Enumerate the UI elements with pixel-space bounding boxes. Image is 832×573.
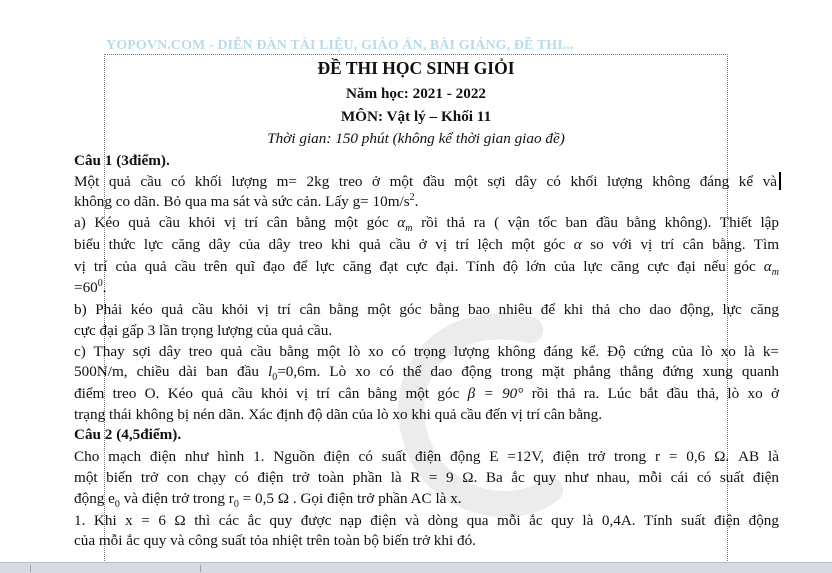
q2-line-3: động $e_0$ và điện trở trong $r_0 = 0,5$ Ω . Gọi điện trở phần AC là x. (74, 490, 462, 511)
subject-line: MÔN: Vật lý – Khối 11 (340, 108, 492, 125)
q1-line-4: biểu thức lực căng dây của dây treo khi quả cầu ở vị trí lệch một góc α so với vị trí cân bằng. Tìm (74, 236, 780, 253)
q2-line-2: một biến trở con chạy có điện trở toàn phần là R = 9 Ω. Ba ắc quy như nhau, mỗi cái có suất điện (74, 469, 779, 486)
school-year: Năm học: 2021 - 2022 (345, 85, 487, 102)
status-bar (0, 562, 832, 573)
q2-line-5: của mỗi ắc quy và công suất tỏa nhiệt trên toàn bộ biến trở khi đó. (74, 532, 476, 549)
q1-line-3: a) Kéo quả cầu khỏi vị trí cân bằng một góc $\alpha_m$ rồi thả ra ( vận tốc ban đầu bằng không). Thiết lập (74, 214, 780, 235)
q1-line-12: trạng thái không bị nén dãn. Xác định độ dãn của lò xo khi quả cầu đến vị trí cân bằng. (74, 406, 603, 423)
q1-line-11: điểm treo O. Kéo quả cầu khỏi vị trí cân bằng một góc β = 90° rồi thả ra. Lúc bắt đầu thả, lò xo ở (74, 385, 780, 402)
status-divider (200, 565, 201, 572)
q1-line-8: cực đại gấp 3 lần trọng lượng của quả cầu. (74, 322, 333, 339)
q1-line-7: b) Phải kéo quả cầu khỏi vị trí cân bằng một góc bằng bao nhiêu để khi thả cho dao động, lực căng (74, 301, 779, 318)
text-cursor (779, 172, 781, 190)
q1-line-2: không co dãn. Bỏ qua ma sát và sức cản. Lấy $g= 10m/s^2$. (74, 191, 419, 210)
header-watermark: YOPOVN.COM - DIỄN ĐÀN TÀI LIỆU, GIÁO ÁN, BÀI GIẢNG, ĐỀ THI... (106, 38, 574, 53)
q2-heading: Câu 2 (4,5điểm). (74, 426, 182, 443)
q2-line-1: Cho mạch điện như hình 1. Nguồn điện có suất điện động E =12V, điện trở trong r = 0,6 Ω. AB là (74, 448, 779, 465)
q1-line-1: Một quả cầu có khối lượng m= 2kg treo ở một đầu một sợi dây có khối lượng không đáng kể và (74, 173, 777, 190)
status-divider (30, 565, 31, 572)
q1-heading: Câu 1 (3điểm). (74, 152, 170, 169)
q1-line-9: c) Thay sợi dây treo quả cầu bằng một lò xo có trọng lượng không đáng kể. Độ cứng của lò xo là k= (74, 343, 779, 360)
exam-title: ĐỀ THI HỌC SINH GIỎI (317, 58, 515, 78)
q1-line-10: 500N/m, chiều dài ban đầu $l_0=0,6m$. Lò xo có thể dao động trong mặt phẳng thẳng đứng xung quanh (74, 363, 779, 384)
time-limit: Thời gian: 150 phút (không kể thời gian giao đề) (267, 130, 565, 147)
q2-line-4: 1. Khi x = 6 Ω thì các ắc quy được nạp điện và dòng qua mỗi ắc quy là 0,4A. Tính suất điện động (74, 512, 779, 529)
q1-line-6: $=60^0$. (74, 277, 107, 296)
q1-line-5: vị trí của quả cầu trên quĩ đạo để lực căng đạt cực đại. Tính độ lớn của lực căng cực đại nếu góc $\alpha_m$ (74, 258, 780, 279)
